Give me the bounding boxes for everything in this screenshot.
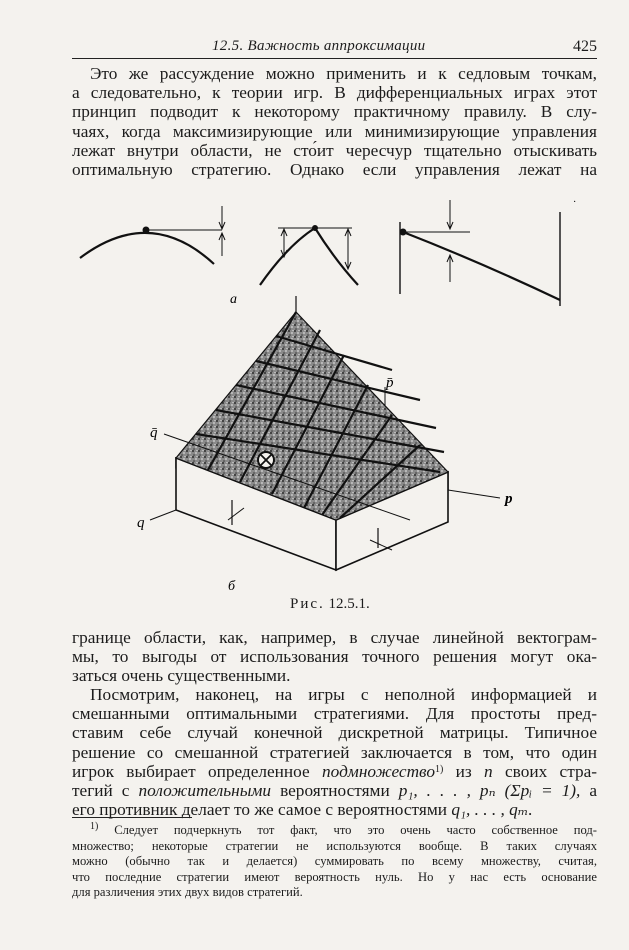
subfigure-b-label: б — [228, 579, 236, 594]
emphasis-subset: подмножество — [322, 761, 435, 781]
text-line-with-math: его противник делает то же самое с вероятностями q₁, . . . , qₘ. — [72, 800, 533, 820]
text-line: лежат внутри области, не сто́ит чересчур тщательно отыскивать — [72, 140, 597, 160]
axis-p-line — [448, 490, 500, 498]
math-p-probabilities: p₁, . . . , pₙ (Σpᵢ = 1), — [398, 781, 581, 801]
figure-caption — [290, 596, 370, 613]
paragraph-3 — [72, 685, 597, 819]
cusp-curve — [260, 228, 358, 285]
boundary-curve — [403, 232, 560, 300]
text-line: смешанными оптимальными стратегиями. Для простоты пред- — [72, 704, 597, 724]
caption-prefix: Рис. — [290, 596, 325, 612]
footnote-line: $^{1)}$ Следует подчеркнуть тот факт, что это очень часто собственное под- — [90, 821, 597, 837]
ink-dot: · — [573, 197, 577, 208]
footnote — [72, 823, 597, 901]
paragraph-2 — [72, 628, 597, 686]
axis-label-q: q — [137, 515, 145, 531]
subfigure-a-label: а — [230, 292, 237, 307]
text-line: принцип подводит к некоторому практичному правилу. В слу- — [72, 102, 597, 122]
page-number: 425 — [573, 38, 597, 55]
axis-label-q-bar: q̄ — [150, 425, 158, 441]
text-line-with-footnote: игрок выбирает определенное подмножество$^{1)}$ из n своих стра- — [72, 761, 598, 781]
text-line: ставим себе случай конечной дискретной матрицы. Типичное — [72, 723, 597, 743]
footnote-rule — [72, 817, 192, 818]
subfigure-a — [80, 200, 560, 306]
text-line: оптимальную стратегию. Однако если управления лежат на — [72, 160, 597, 180]
axis-label-p-bar: p̄ — [386, 375, 394, 391]
footnote-line: можно (обычно так и делается) суммировать по всему множеству, считая, — [72, 854, 597, 869]
text-line: чаях, когда максимизирующие или минимизирующие управления — [72, 121, 597, 141]
smooth-maximum-curve — [80, 233, 214, 264]
text-line: Посмотрим, наконец, на игры с неполной информацией и — [90, 685, 597, 704]
caption-number: 12.5.1. — [328, 596, 370, 612]
math-q-probabilities: q₁, . . . , qₘ. — [451, 800, 533, 820]
footnote-line: что последние стратегии имеют вероятность нуль. Но у нас есть основание — [72, 869, 597, 884]
text-line: границе области, как, например, в случае линейной вектограм- — [72, 628, 597, 647]
text-line-with-math: тегий с положительными вероятностями p₁, . . . , pₙ (Σpᵢ = 1), а — [72, 781, 597, 801]
text-line: заться очень существенными. — [72, 666, 291, 686]
text-line: решение со смешанной стратегией заключается в том, что один — [72, 742, 597, 762]
axis-q-bottom — [150, 510, 176, 520]
footnote-ref: 1) — [434, 763, 444, 775]
section-title: 12.5. Важность аппроксимации — [212, 38, 426, 54]
axis-label-p: p — [505, 491, 513, 507]
emphasis-positive: положительными — [138, 781, 272, 801]
footnote-marker: 1) — [90, 821, 99, 832]
text-line: а следовательно, к теории игр. В дифференциальных играх этот — [72, 83, 597, 103]
footnote-line: для различения этих двух видов стратегий. — [72, 885, 303, 900]
subfigure-b — [150, 296, 500, 570]
text-line: Это же рассуждение можно применить и к седловым точкам, — [90, 64, 597, 83]
footnote-line: множество; некоторые стратегии не используются вообще. В таких случаях — [72, 838, 597, 853]
text-line: мы, то выгоды от использования точного решения могут ока- — [72, 647, 597, 667]
